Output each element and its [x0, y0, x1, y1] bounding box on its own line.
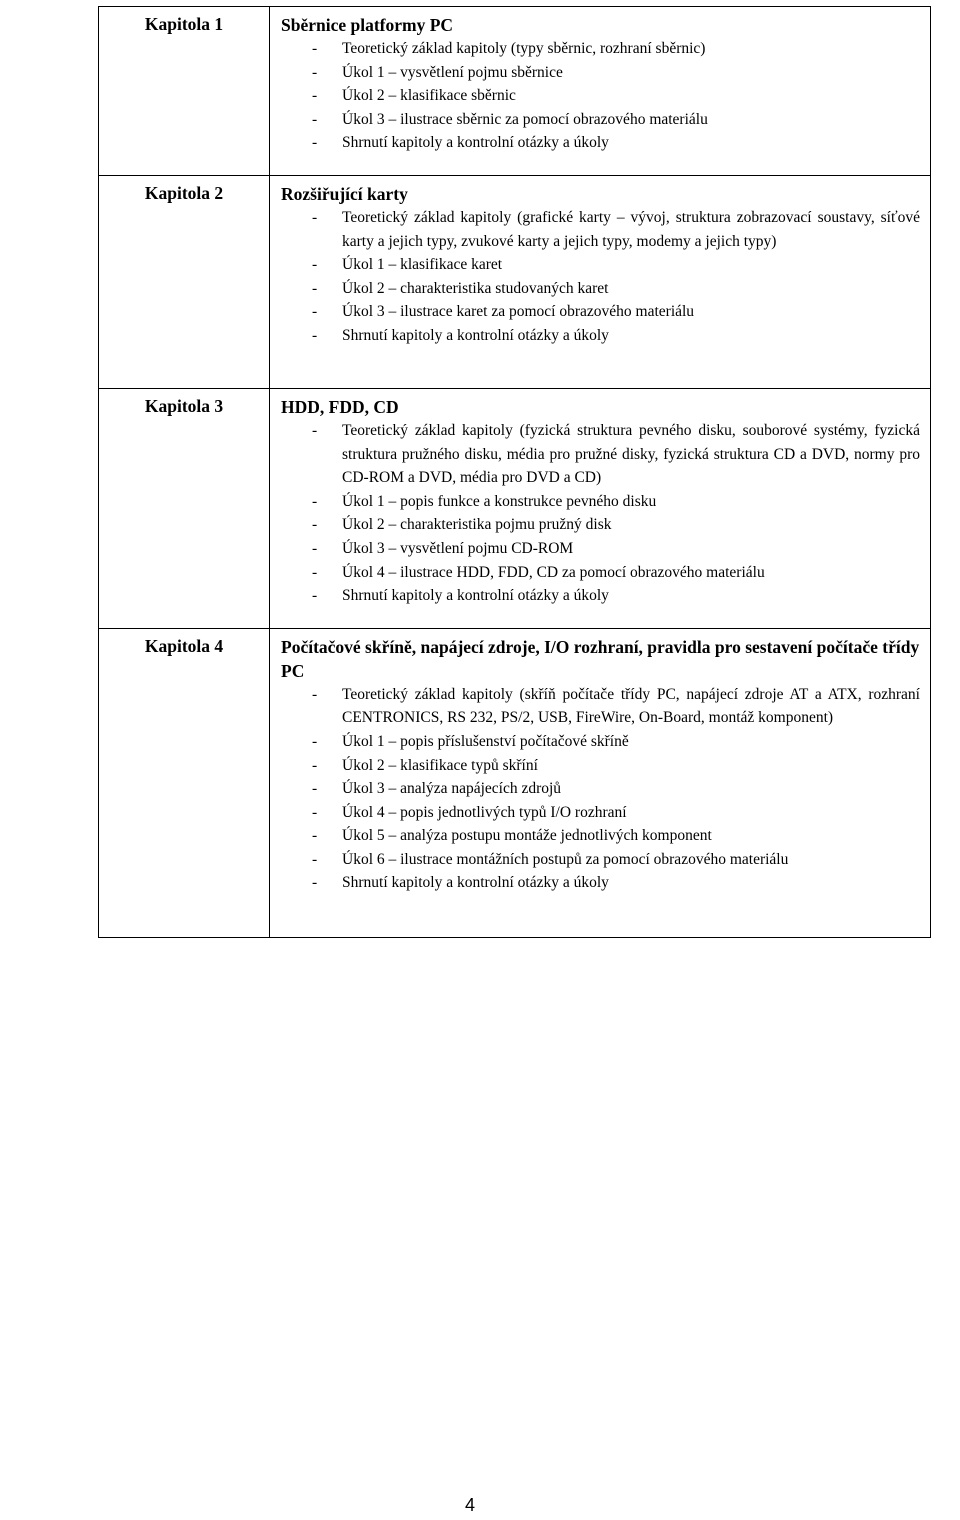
- item-dash: -: [312, 539, 318, 557]
- item-text: Shrnutí kapitoly a kontrolní otázky a úkoly: [342, 874, 609, 892]
- chapter-label: Kapitola 2: [99, 175, 270, 388]
- chapter-content: [270, 175, 931, 388]
- item-text: Úkol 1 – popis funkce a konstrukce pevného disku: [342, 492, 657, 510]
- item-text: Teoretický základ kapitoly (grafické karty – vývoj, struktura zobrazovací soustavy, síťové karty a jejich typy, zvukové karty a jejich typy, modemy a jejich typy): [342, 208, 920, 250]
- chapter-title: Sběrnice platformy PC: [281, 15, 454, 35]
- item-dash: -: [312, 827, 318, 845]
- chapter-row: [99, 628, 931, 937]
- chapter-row: [99, 175, 931, 388]
- item-text: Úkol 6 – ilustrace montážních postupů za pomocí obrazového materiálu: [342, 850, 789, 868]
- item-dash: -: [312, 756, 318, 774]
- list-item: [281, 206, 920, 253]
- list-item: [281, 37, 920, 61]
- item-text: Úkol 5 – analýza postupu montáže jednotlivých komponent: [342, 827, 712, 845]
- chapter-row: [99, 388, 931, 628]
- item-dash: -: [312, 850, 318, 868]
- item-dash: -: [312, 134, 318, 152]
- list-item: [281, 490, 920, 514]
- list-item: [281, 108, 920, 132]
- item-text: Úkol 3 – ilustrace sběrnic za pomocí obrazového materiálu: [342, 110, 708, 128]
- item-text: Úkol 2 – klasifikace typů skříní: [342, 756, 538, 774]
- item-text: Shrnutí kapitoly a kontrolní otázky a úkoly: [342, 326, 609, 344]
- chapter-title: Počítačové skříně, napájecí zdroje, I/O rozhraní, pravidla pro sestavení počítače třídy PC: [281, 636, 920, 681]
- item-text: Úkol 2 – charakteristika studovaných karet: [342, 279, 609, 297]
- chapter-title: HDD, FDD, CD: [281, 396, 399, 417]
- item-dash: -: [312, 516, 318, 534]
- item-dash: -: [312, 732, 318, 750]
- chapters-table-body: [99, 7, 931, 938]
- list-item: [281, 84, 920, 108]
- list-item: [281, 754, 920, 778]
- item-dash: -: [312, 874, 318, 892]
- item-dash: -: [312, 110, 318, 128]
- list-item: [281, 730, 920, 754]
- item-dash: -: [312, 63, 318, 81]
- chapter-items-list: [281, 37, 920, 155]
- list-item: [281, 513, 920, 537]
- chapter-label: Kapitola 4: [99, 628, 270, 937]
- chapter-content: [270, 7, 931, 176]
- list-item: [281, 61, 920, 85]
- item-text: Úkol 3 – analýza napájecích zdrojů: [342, 780, 562, 798]
- item-text: Úkol 1 – klasifikace karet: [342, 256, 503, 274]
- list-item: [281, 871, 920, 895]
- list-item: [281, 324, 920, 348]
- page-number: 4: [464, 1495, 475, 1515]
- chapter-label: Kapitola 3: [99, 388, 270, 628]
- list-item: [281, 683, 920, 730]
- item-text: Úkol 3 – vysvětlení pojmu CD-ROM: [342, 539, 574, 557]
- item-dash: -: [312, 256, 318, 274]
- item-text: Teoretický základ kapitoly (skříň počítače třídy PC, napájecí zdroje AT a ATX, rozhraní CENTRONICS, RS 232, PS/2, USB, FireWire, On-Board, montáž komponent): [342, 685, 920, 727]
- item-dash: -: [312, 492, 318, 510]
- chapter-items-list: [281, 206, 920, 348]
- item-text: Úkol 2 – charakteristika pojmu pružný disk: [342, 516, 612, 534]
- list-item: [281, 277, 920, 301]
- chapter-row: [99, 7, 931, 176]
- item-dash: -: [312, 563, 318, 581]
- item-text: Úkol 4 – ilustrace HDD, FDD, CD za pomocí obrazového materiálu: [342, 563, 765, 581]
- chapter-label: Kapitola 1: [99, 7, 270, 176]
- item-text: Shrnutí kapitoly a kontrolní otázky a úkoly: [342, 587, 609, 605]
- item-text: Úkol 1 – popis příslušenství počítačové skříně: [342, 732, 629, 750]
- chapter-content: [270, 388, 931, 628]
- item-dash: -: [312, 421, 318, 439]
- item-dash: -: [312, 87, 318, 105]
- item-dash: -: [312, 685, 318, 703]
- item-dash: -: [312, 326, 318, 344]
- item-text: Úkol 1 – vysvětlení pojmu sběrnice: [342, 63, 563, 81]
- item-text: Teoretický základ kapitoly (typy sběrnic, rozhraní sběrnic): [342, 40, 706, 57]
- list-item: [281, 584, 920, 608]
- chapter-title: Rozšiřující karty: [281, 183, 408, 204]
- list-item: [281, 848, 920, 872]
- item-text: Úkol 4 – popis jednotlivých typů I/O rozhraní: [342, 803, 627, 821]
- item-dash: -: [312, 279, 318, 297]
- list-item: [281, 777, 920, 801]
- item-dash: -: [312, 803, 318, 821]
- item-text: Teoretický základ kapitoly (fyzická struktura pevného disku, souborové systémy, fyzická struktura pružného disku, média pro pružné disky, fyzická struktura CD a DVD, normy pro CD-ROM a DVD, média pro DVD a CD): [342, 421, 920, 487]
- chapter-content: [270, 628, 931, 937]
- list-item: [281, 300, 920, 324]
- item-text: Úkol 2 – klasifikace sběrnic: [342, 87, 516, 105]
- list-item: [281, 801, 920, 825]
- list-item: [281, 253, 920, 277]
- chapter-items-list: [281, 683, 920, 895]
- item-text: Úkol 3 – ilustrace karet za pomocí obrazového materiálu: [342, 303, 695, 321]
- item-dash: -: [312, 40, 318, 57]
- item-text: Shrnutí kapitoly a kontrolní otázky a úkoly: [342, 134, 609, 152]
- item-dash: -: [312, 208, 318, 226]
- list-item: [281, 419, 920, 490]
- item-dash: -: [312, 587, 318, 605]
- chapter-items-list: [281, 419, 920, 608]
- item-dash: -: [312, 780, 318, 798]
- chapters-table: [98, 6, 931, 938]
- list-item: [281, 561, 920, 585]
- item-dash: -: [312, 303, 318, 321]
- list-item: [281, 537, 920, 561]
- list-item: [281, 131, 920, 155]
- list-item: [281, 824, 920, 848]
